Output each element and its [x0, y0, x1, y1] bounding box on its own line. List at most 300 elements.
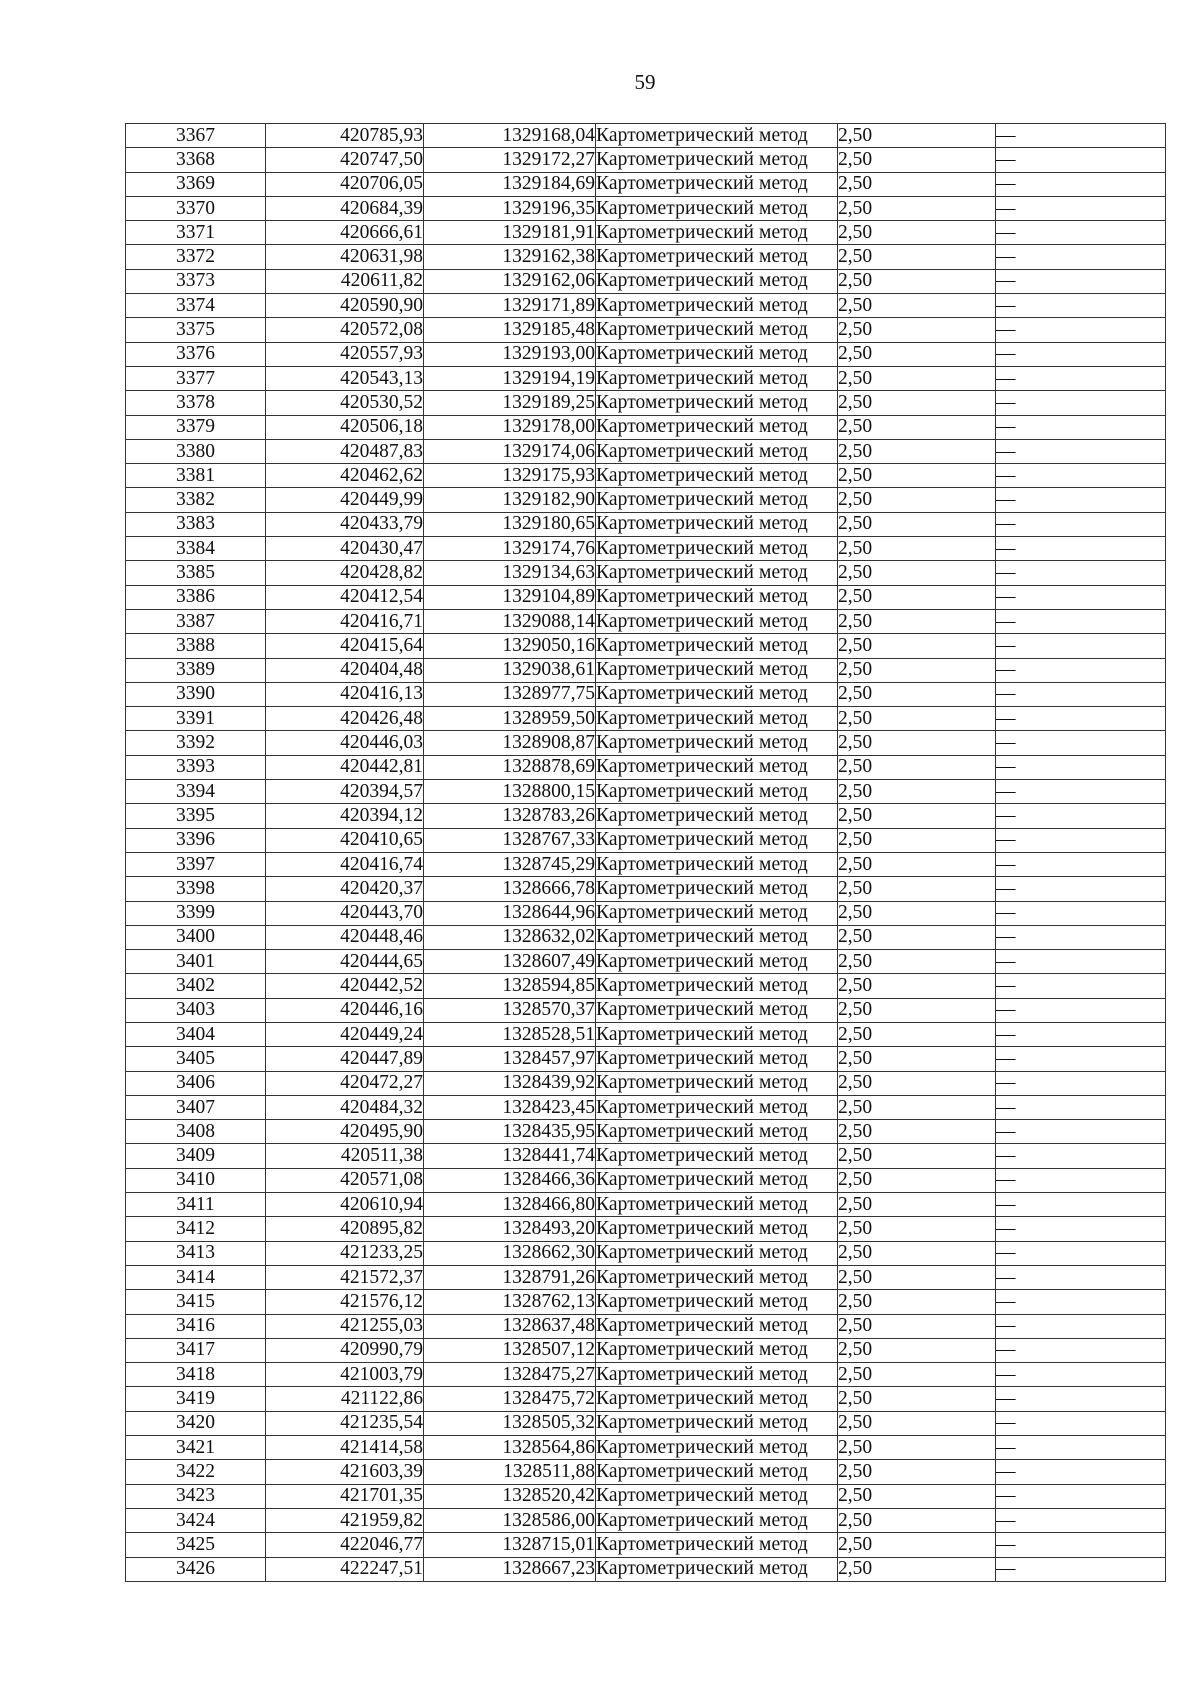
- x-coordinate-cell: 420610,94: [266, 1193, 424, 1217]
- y-coordinate-cell: 1328637,48: [424, 1314, 596, 1338]
- y-coordinate-cell: 1328644,96: [424, 901, 596, 925]
- y-coordinate-cell: 1328423,45: [424, 1095, 596, 1119]
- y-coordinate-cell: 1329104,89: [424, 585, 596, 609]
- description-cell: —: [996, 1314, 1166, 1338]
- y-coordinate-cell: 1329182,90: [424, 488, 596, 512]
- point-number-cell: 3372: [126, 245, 266, 269]
- table-row: [126, 707, 1166, 731]
- accuracy-cell: 2,50: [838, 1071, 996, 1095]
- description-cell: —: [996, 731, 1166, 755]
- table-row: [126, 391, 1166, 415]
- x-coordinate-cell: 420426,48: [266, 707, 424, 731]
- point-number-cell: 3378: [126, 391, 266, 415]
- point-number-cell: 3412: [126, 1217, 266, 1241]
- table-row: [126, 124, 1166, 148]
- method-cell: Картометрический метод: [596, 852, 838, 876]
- y-coordinate-cell: 1328594,85: [424, 974, 596, 998]
- method-cell: Картометрический метод: [596, 537, 838, 561]
- accuracy-cell: 2,50: [838, 1047, 996, 1071]
- description-cell: —: [996, 828, 1166, 852]
- point-number-cell: 3425: [126, 1533, 266, 1557]
- accuracy-cell: 2,50: [838, 634, 996, 658]
- method-cell: Картометрический метод: [596, 1484, 838, 1508]
- description-cell: —: [996, 634, 1166, 658]
- table-row: [126, 342, 1166, 366]
- y-coordinate-cell: 1328800,15: [424, 780, 596, 804]
- table-row: [126, 901, 1166, 925]
- point-number-cell: 3390: [126, 682, 266, 706]
- point-number-cell: 3426: [126, 1557, 266, 1581]
- accuracy-cell: 2,50: [838, 707, 996, 731]
- method-cell: Картометрический метод: [596, 464, 838, 488]
- point-number-cell: 3373: [126, 269, 266, 293]
- point-number-cell: 3418: [126, 1363, 266, 1387]
- description-cell: —: [996, 561, 1166, 585]
- x-coordinate-cell: 420416,13: [266, 682, 424, 706]
- x-coordinate-cell: 420430,47: [266, 537, 424, 561]
- description-cell: —: [996, 488, 1166, 512]
- x-coordinate-cell: 420415,64: [266, 634, 424, 658]
- x-coordinate-cell: 420706,05: [266, 172, 424, 196]
- point-number-cell: 3370: [126, 196, 266, 220]
- description-cell: —: [996, 294, 1166, 318]
- description-cell: —: [996, 1022, 1166, 1046]
- description-cell: —: [996, 318, 1166, 342]
- x-coordinate-cell: 420785,93: [266, 124, 424, 148]
- accuracy-cell: 2,50: [838, 439, 996, 463]
- method-cell: Картометрический метод: [596, 877, 838, 901]
- description-cell: —: [996, 609, 1166, 633]
- point-number-cell: 3383: [126, 512, 266, 536]
- accuracy-cell: 2,50: [838, 1144, 996, 1168]
- description-cell: —: [996, 852, 1166, 876]
- point-number-cell: 3395: [126, 804, 266, 828]
- accuracy-cell: 2,50: [838, 731, 996, 755]
- point-number-cell: 3423: [126, 1484, 266, 1508]
- method-cell: Картометрический метод: [596, 1338, 838, 1362]
- point-number-cell: 3403: [126, 998, 266, 1022]
- description-cell: —: [996, 512, 1166, 536]
- point-number-cell: 3392: [126, 731, 266, 755]
- y-coordinate-cell: 1328564,86: [424, 1436, 596, 1460]
- description-cell: —: [996, 707, 1166, 731]
- description-cell: —: [996, 804, 1166, 828]
- table-row: [126, 1460, 1166, 1484]
- table-row: [126, 998, 1166, 1022]
- accuracy-cell: 2,50: [838, 950, 996, 974]
- y-coordinate-cell: 1329050,16: [424, 634, 596, 658]
- x-coordinate-cell: 420442,81: [266, 755, 424, 779]
- y-coordinate-cell: 1328632,02: [424, 925, 596, 949]
- description-cell: —: [996, 1436, 1166, 1460]
- method-cell: Картометрический метод: [596, 245, 838, 269]
- accuracy-cell: 2,50: [838, 294, 996, 318]
- description-cell: —: [996, 148, 1166, 172]
- method-cell: Картометрический метод: [596, 998, 838, 1022]
- method-cell: Картометрический метод: [596, 901, 838, 925]
- table-row: [126, 318, 1166, 342]
- table-row: [126, 512, 1166, 536]
- point-number-cell: 3420: [126, 1411, 266, 1435]
- x-coordinate-cell: 420412,54: [266, 585, 424, 609]
- point-number-cell: 3388: [126, 634, 266, 658]
- x-coordinate-cell: 420420,37: [266, 877, 424, 901]
- table-row: [126, 1533, 1166, 1557]
- table-row: [126, 148, 1166, 172]
- x-coordinate-cell: 420543,13: [266, 366, 424, 390]
- method-cell: Картометрический метод: [596, 488, 838, 512]
- description-cell: —: [996, 1460, 1166, 1484]
- point-number-cell: 3374: [126, 294, 266, 318]
- table-row: [126, 1193, 1166, 1217]
- table-row: [126, 1047, 1166, 1071]
- description-cell: —: [996, 366, 1166, 390]
- y-coordinate-cell: 1328745,29: [424, 852, 596, 876]
- point-number-cell: 3401: [126, 950, 266, 974]
- point-number-cell: 3375: [126, 318, 266, 342]
- table-row: [126, 1314, 1166, 1338]
- y-coordinate-cell: 1329162,38: [424, 245, 596, 269]
- y-coordinate-cell: 1329193,00: [424, 342, 596, 366]
- method-cell: Картометрический метод: [596, 1314, 838, 1338]
- description-cell: —: [996, 1557, 1166, 1581]
- method-cell: Картометрический метод: [596, 294, 838, 318]
- x-coordinate-cell: 420684,39: [266, 196, 424, 220]
- table-row: [126, 366, 1166, 390]
- point-number-cell: 3398: [126, 877, 266, 901]
- point-number-cell: 3386: [126, 585, 266, 609]
- accuracy-cell: 2,50: [838, 488, 996, 512]
- method-cell: Картометрический метод: [596, 1460, 838, 1484]
- table-row: [126, 852, 1166, 876]
- point-number-cell: 3393: [126, 755, 266, 779]
- description-cell: —: [996, 415, 1166, 439]
- point-number-cell: 3399: [126, 901, 266, 925]
- table-row: [126, 877, 1166, 901]
- point-number-cell: 3385: [126, 561, 266, 585]
- accuracy-cell: 2,50: [838, 877, 996, 901]
- description-cell: —: [996, 901, 1166, 925]
- y-coordinate-cell: 1328586,00: [424, 1508, 596, 1532]
- accuracy-cell: 2,50: [838, 1120, 996, 1144]
- accuracy-cell: 2,50: [838, 1168, 996, 1192]
- x-coordinate-cell: 421576,12: [266, 1290, 424, 1314]
- x-coordinate-cell: 420506,18: [266, 415, 424, 439]
- y-coordinate-cell: 1329171,89: [424, 294, 596, 318]
- table-row: [126, 1144, 1166, 1168]
- method-cell: Картометрический метод: [596, 1193, 838, 1217]
- x-coordinate-cell: 420472,27: [266, 1071, 424, 1095]
- y-coordinate-cell: 1329181,91: [424, 221, 596, 245]
- method-cell: Картометрический метод: [596, 1241, 838, 1265]
- description-cell: —: [996, 925, 1166, 949]
- y-coordinate-cell: 1329134,63: [424, 561, 596, 585]
- method-cell: Картометрический метод: [596, 124, 838, 148]
- y-coordinate-cell: 1328475,72: [424, 1387, 596, 1411]
- table-row: [126, 974, 1166, 998]
- accuracy-cell: 2,50: [838, 1217, 996, 1241]
- x-coordinate-cell: 420895,82: [266, 1217, 424, 1241]
- accuracy-cell: 2,50: [838, 561, 996, 585]
- method-cell: Картометрический метод: [596, 974, 838, 998]
- table-row: [126, 245, 1166, 269]
- point-number-cell: 3421: [126, 1436, 266, 1460]
- table-row: [126, 731, 1166, 755]
- table-row: [126, 1508, 1166, 1532]
- x-coordinate-cell: 420990,79: [266, 1338, 424, 1362]
- point-number-cell: 3413: [126, 1241, 266, 1265]
- method-cell: Картометрический метод: [596, 925, 838, 949]
- description-cell: —: [996, 1290, 1166, 1314]
- y-coordinate-cell: 1328666,78: [424, 877, 596, 901]
- x-coordinate-cell: 421235,54: [266, 1411, 424, 1435]
- description-cell: —: [996, 196, 1166, 220]
- x-coordinate-cell: 420448,46: [266, 925, 424, 949]
- table-row: [126, 1241, 1166, 1265]
- table-row: [126, 634, 1166, 658]
- x-coordinate-cell: 420495,90: [266, 1120, 424, 1144]
- y-coordinate-cell: 1328466,36: [424, 1168, 596, 1192]
- description-cell: —: [996, 1241, 1166, 1265]
- point-number-cell: 3417: [126, 1338, 266, 1362]
- point-number-cell: 3414: [126, 1265, 266, 1289]
- method-cell: Картометрический метод: [596, 1387, 838, 1411]
- method-cell: Картометрический метод: [596, 780, 838, 804]
- x-coordinate-cell: 420631,98: [266, 245, 424, 269]
- y-coordinate-cell: 1328505,32: [424, 1411, 596, 1435]
- point-number-cell: 3410: [126, 1168, 266, 1192]
- y-coordinate-cell: 1329088,14: [424, 609, 596, 633]
- method-cell: Картометрический метод: [596, 731, 838, 755]
- x-coordinate-cell: 421414,58: [266, 1436, 424, 1460]
- description-cell: —: [996, 537, 1166, 561]
- point-number-cell: 3402: [126, 974, 266, 998]
- description-cell: —: [996, 585, 1166, 609]
- description-cell: —: [996, 269, 1166, 293]
- point-number-cell: 3377: [126, 366, 266, 390]
- table-row: [126, 1363, 1166, 1387]
- method-cell: Картометрический метод: [596, 439, 838, 463]
- table-row: [126, 439, 1166, 463]
- method-cell: Картометрический метод: [596, 1533, 838, 1557]
- point-number-cell: 3379: [126, 415, 266, 439]
- method-cell: Картометрический метод: [596, 950, 838, 974]
- table-row: [126, 609, 1166, 633]
- method-cell: Картометрический метод: [596, 1144, 838, 1168]
- y-coordinate-cell: 1329175,93: [424, 464, 596, 488]
- x-coordinate-cell: 420572,08: [266, 318, 424, 342]
- coordinates-table: [125, 123, 1166, 1582]
- table-row: [126, 1338, 1166, 1362]
- y-coordinate-cell: 1328493,20: [424, 1217, 596, 1241]
- method-cell: Картометрический метод: [596, 196, 838, 220]
- description-cell: —: [996, 342, 1166, 366]
- accuracy-cell: 2,50: [838, 124, 996, 148]
- accuracy-cell: 2,50: [838, 780, 996, 804]
- y-coordinate-cell: 1329174,76: [424, 537, 596, 561]
- y-coordinate-cell: 1328878,69: [424, 755, 596, 779]
- method-cell: Картометрический метод: [596, 1508, 838, 1532]
- accuracy-cell: 2,50: [838, 585, 996, 609]
- description-cell: —: [996, 974, 1166, 998]
- x-coordinate-cell: 421003,79: [266, 1363, 424, 1387]
- table-row: [126, 682, 1166, 706]
- accuracy-cell: 2,50: [838, 415, 996, 439]
- description-cell: —: [996, 682, 1166, 706]
- method-cell: Картометрический метод: [596, 342, 838, 366]
- method-cell: Картометрический метод: [596, 172, 838, 196]
- table-row: [126, 561, 1166, 585]
- point-number-cell: 3367: [126, 124, 266, 148]
- point-number-cell: 3389: [126, 658, 266, 682]
- accuracy-cell: 2,50: [838, 998, 996, 1022]
- method-cell: Картометрический метод: [596, 658, 838, 682]
- accuracy-cell: 2,50: [838, 391, 996, 415]
- point-number-cell: 3394: [126, 780, 266, 804]
- y-coordinate-cell: 1328667,23: [424, 1557, 596, 1581]
- accuracy-cell: 2,50: [838, 1193, 996, 1217]
- method-cell: Картометрический метод: [596, 391, 838, 415]
- y-coordinate-cell: 1329184,69: [424, 172, 596, 196]
- description-cell: —: [996, 1120, 1166, 1144]
- description-cell: —: [996, 124, 1166, 148]
- table-row: [126, 294, 1166, 318]
- x-coordinate-cell: 420394,57: [266, 780, 424, 804]
- x-coordinate-cell: 420557,93: [266, 342, 424, 366]
- point-number-cell: 3391: [126, 707, 266, 731]
- description-cell: —: [996, 780, 1166, 804]
- y-coordinate-cell: 1329189,25: [424, 391, 596, 415]
- y-coordinate-cell: 1328762,13: [424, 1290, 596, 1314]
- description-cell: —: [996, 464, 1166, 488]
- x-coordinate-cell: 420747,50: [266, 148, 424, 172]
- x-coordinate-cell: 420442,52: [266, 974, 424, 998]
- accuracy-cell: 2,50: [838, 901, 996, 925]
- method-cell: Картометрический метод: [596, 707, 838, 731]
- method-cell: Картометрический метод: [596, 148, 838, 172]
- x-coordinate-cell: 420590,90: [266, 294, 424, 318]
- description-cell: —: [996, 221, 1166, 245]
- description-cell: —: [996, 391, 1166, 415]
- point-number-cell: 3416: [126, 1314, 266, 1338]
- accuracy-cell: 2,50: [838, 1338, 996, 1362]
- point-number-cell: 3411: [126, 1193, 266, 1217]
- point-number-cell: 3409: [126, 1144, 266, 1168]
- table-row: [126, 1217, 1166, 1241]
- method-cell: Картометрический метод: [596, 1436, 838, 1460]
- description-cell: —: [996, 1168, 1166, 1192]
- x-coordinate-cell: 420443,70: [266, 901, 424, 925]
- table-row: [126, 1071, 1166, 1095]
- y-coordinate-cell: 1329178,00: [424, 415, 596, 439]
- y-coordinate-cell: 1329194,19: [424, 366, 596, 390]
- y-coordinate-cell: 1328507,12: [424, 1338, 596, 1362]
- accuracy-cell: 2,50: [838, 1460, 996, 1484]
- accuracy-cell: 2,50: [838, 172, 996, 196]
- table-row: [126, 950, 1166, 974]
- accuracy-cell: 2,50: [838, 318, 996, 342]
- point-number-cell: 3371: [126, 221, 266, 245]
- y-coordinate-cell: 1328457,97: [424, 1047, 596, 1071]
- accuracy-cell: 2,50: [838, 1484, 996, 1508]
- x-coordinate-cell: 420444,65: [266, 950, 424, 974]
- description-cell: —: [996, 1508, 1166, 1532]
- method-cell: Картометрический метод: [596, 1290, 838, 1314]
- method-cell: Картометрический метод: [596, 1363, 838, 1387]
- point-number-cell: 3384: [126, 537, 266, 561]
- x-coordinate-cell: 420511,38: [266, 1144, 424, 1168]
- method-cell: Картометрический метод: [596, 415, 838, 439]
- method-cell: Картометрический метод: [596, 585, 838, 609]
- table-body: [126, 124, 1166, 1582]
- y-coordinate-cell: 1328662,30: [424, 1241, 596, 1265]
- accuracy-cell: 2,50: [838, 974, 996, 998]
- x-coordinate-cell: 420404,48: [266, 658, 424, 682]
- x-coordinate-cell: 420530,52: [266, 391, 424, 415]
- accuracy-cell: 2,50: [838, 512, 996, 536]
- y-coordinate-cell: 1328511,88: [424, 1460, 596, 1484]
- y-coordinate-cell: 1329162,06: [424, 269, 596, 293]
- method-cell: Картометрический метод: [596, 1047, 838, 1071]
- table-row: [126, 415, 1166, 439]
- accuracy-cell: 2,50: [838, 804, 996, 828]
- method-cell: Картометрический метод: [596, 755, 838, 779]
- y-coordinate-cell: 1328783,26: [424, 804, 596, 828]
- point-number-cell: 3400: [126, 925, 266, 949]
- x-coordinate-cell: 422046,77: [266, 1533, 424, 1557]
- accuracy-cell: 2,50: [838, 1508, 996, 1532]
- accuracy-cell: 2,50: [838, 658, 996, 682]
- description-cell: —: [996, 172, 1166, 196]
- page-number: 59: [634, 70, 656, 94]
- accuracy-cell: 2,50: [838, 464, 996, 488]
- x-coordinate-cell: 420446,16: [266, 998, 424, 1022]
- point-number-cell: 3408: [126, 1120, 266, 1144]
- method-cell: Картометрический метод: [596, 1120, 838, 1144]
- x-coordinate-cell: 421233,25: [266, 1241, 424, 1265]
- table-row: [126, 1120, 1166, 1144]
- y-coordinate-cell: 1329038,61: [424, 658, 596, 682]
- description-cell: —: [996, 1338, 1166, 1362]
- method-cell: Картометрический метод: [596, 1071, 838, 1095]
- y-coordinate-cell: 1329185,48: [424, 318, 596, 342]
- table-row: [126, 196, 1166, 220]
- description-cell: —: [996, 1411, 1166, 1435]
- table-row: [126, 1484, 1166, 1508]
- point-number-cell: 3396: [126, 828, 266, 852]
- accuracy-cell: 2,50: [838, 755, 996, 779]
- x-coordinate-cell: 420487,83: [266, 439, 424, 463]
- y-coordinate-cell: 1328791,26: [424, 1265, 596, 1289]
- method-cell: Картометрический метод: [596, 561, 838, 585]
- y-coordinate-cell: 1328908,87: [424, 731, 596, 755]
- accuracy-cell: 2,50: [838, 828, 996, 852]
- point-number-cell: 3381: [126, 464, 266, 488]
- description-cell: —: [996, 1193, 1166, 1217]
- point-number-cell: 3419: [126, 1387, 266, 1411]
- x-coordinate-cell: 420449,99: [266, 488, 424, 512]
- method-cell: Картометрический метод: [596, 1168, 838, 1192]
- point-number-cell: 3382: [126, 488, 266, 512]
- x-coordinate-cell: 420571,08: [266, 1168, 424, 1192]
- x-coordinate-cell: 422247,51: [266, 1557, 424, 1581]
- table-row: [126, 1265, 1166, 1289]
- description-cell: —: [996, 245, 1166, 269]
- table-row: [126, 488, 1166, 512]
- accuracy-cell: 2,50: [838, 221, 996, 245]
- method-cell: Картометрический метод: [596, 804, 838, 828]
- y-coordinate-cell: 1328435,95: [424, 1120, 596, 1144]
